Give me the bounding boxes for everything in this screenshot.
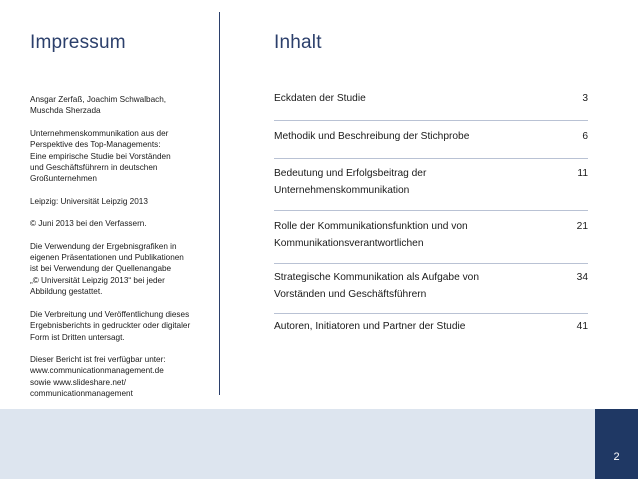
imprint-line: Perspektive des Top-Managements: [30, 140, 161, 150]
impressum-title: Impressum [30, 32, 126, 53]
imprint-line: Die Verbreitung und Veröffentlichung dieses [30, 309, 190, 319]
imprint-line: Unternehmenskommunikation aus der [30, 128, 169, 138]
page-number-badge [595, 409, 638, 479]
toc-entry-line: Eckdaten der Studie [274, 93, 366, 104]
toc-entry-page: 11 [577, 168, 588, 179]
imprint-line: Dieser Bericht ist frei verfügbar unter: [30, 354, 166, 364]
imprint-copyright [30, 218, 202, 229]
toc-entry-page: 3 [582, 93, 588, 104]
imprint-link[interactable]: www.communicationmanagement.de [30, 366, 164, 376]
toc-entry-title [274, 166, 534, 199]
toc-separator [274, 158, 588, 159]
toc-separator [274, 263, 588, 264]
toc-entry-title [274, 319, 534, 336]
imprint-distribution [30, 309, 202, 343]
imprint-line: ist bei Verwendung der Quellenangabe [30, 264, 172, 274]
toc-entry-page: 34 [576, 272, 588, 283]
toc-entry-title [274, 270, 534, 303]
imprint-line: © Juni 2013 bei den Verfassern. [30, 219, 147, 229]
footer-band [0, 409, 638, 479]
toc-entry-title [274, 91, 534, 108]
toc-entry-line: Unternehmenskommunikation [274, 184, 410, 196]
imprint-line: Großunternehmen [30, 174, 97, 184]
toc-entry-line: Kommunikationsverantwortlichen [274, 237, 424, 249]
imprint-line: Leipzig: Universität Leipzig 2013 [30, 196, 148, 206]
toc-entry-line: Rolle der Kommunikationsfunktion und von [274, 221, 468, 232]
imprint-authors [30, 94, 202, 117]
toc-entry-line: Autoren, Initiatoren und Partner der Studie [274, 321, 466, 332]
toc-separator [274, 313, 588, 314]
toc-entry-line: Vorständen und Geschäftsführern [274, 288, 427, 300]
imprint-line: Die Verwendung der Ergebnisgrafiken in [30, 241, 177, 251]
column-divider [219, 12, 220, 395]
impressum-column [30, 32, 202, 411]
imprint-line: eigenen Präsentationen und Publikationen [30, 253, 184, 263]
toc-separator [274, 210, 588, 211]
imprint-link[interactable]: communicationmanagement [30, 389, 133, 399]
toc-entry-line: Methodik und Beschreibung der Stichprobe [274, 131, 470, 142]
imprint-line: und Geschäftsführern in deutschen [30, 163, 158, 173]
toc-entry-line: Strategische Kommunikation als Aufgabe von [274, 272, 480, 283]
imprint-availability [30, 354, 202, 400]
imprint-line: Ergebnisberichts in gedruckter oder digitaler [30, 321, 191, 331]
toc-entry-line: Bedeutung und Erfolgsbeitrag der [274, 168, 427, 179]
inhalt-column [274, 32, 588, 332]
imprint-text [30, 94, 202, 400]
imprint-line: Muschda Sherzada [30, 106, 101, 116]
imprint-usage-rights [30, 241, 202, 298]
imprint-link[interactable]: sowie www.slideshare.net/ [30, 377, 127, 387]
imprint-line: Eine empirische Studie bei Vorständen [30, 151, 171, 161]
imprint-line: Abbildung gestattet. [30, 287, 103, 297]
toc-entry-page: 21 [576, 221, 588, 232]
toc-entry-page: 41 [576, 321, 588, 332]
imprint-line: „© Universität Leipzig 2013“ bei jeder [30, 275, 165, 285]
imprint-publisher [30, 196, 202, 207]
toc-separator [274, 120, 588, 121]
toc-entry-title [274, 129, 534, 146]
imprint-line: Ansgar Zerfaß, Joachim Schwalbach, [30, 95, 167, 104]
toc-entry-title [274, 219, 534, 252]
inhalt-title: Inhalt [274, 32, 322, 53]
page-number: 2 [613, 451, 620, 463]
toc-entry-page: 6 [582, 131, 588, 142]
imprint-line: Form ist Dritten untersagt. [30, 332, 125, 342]
imprint-study-title [30, 128, 202, 185]
